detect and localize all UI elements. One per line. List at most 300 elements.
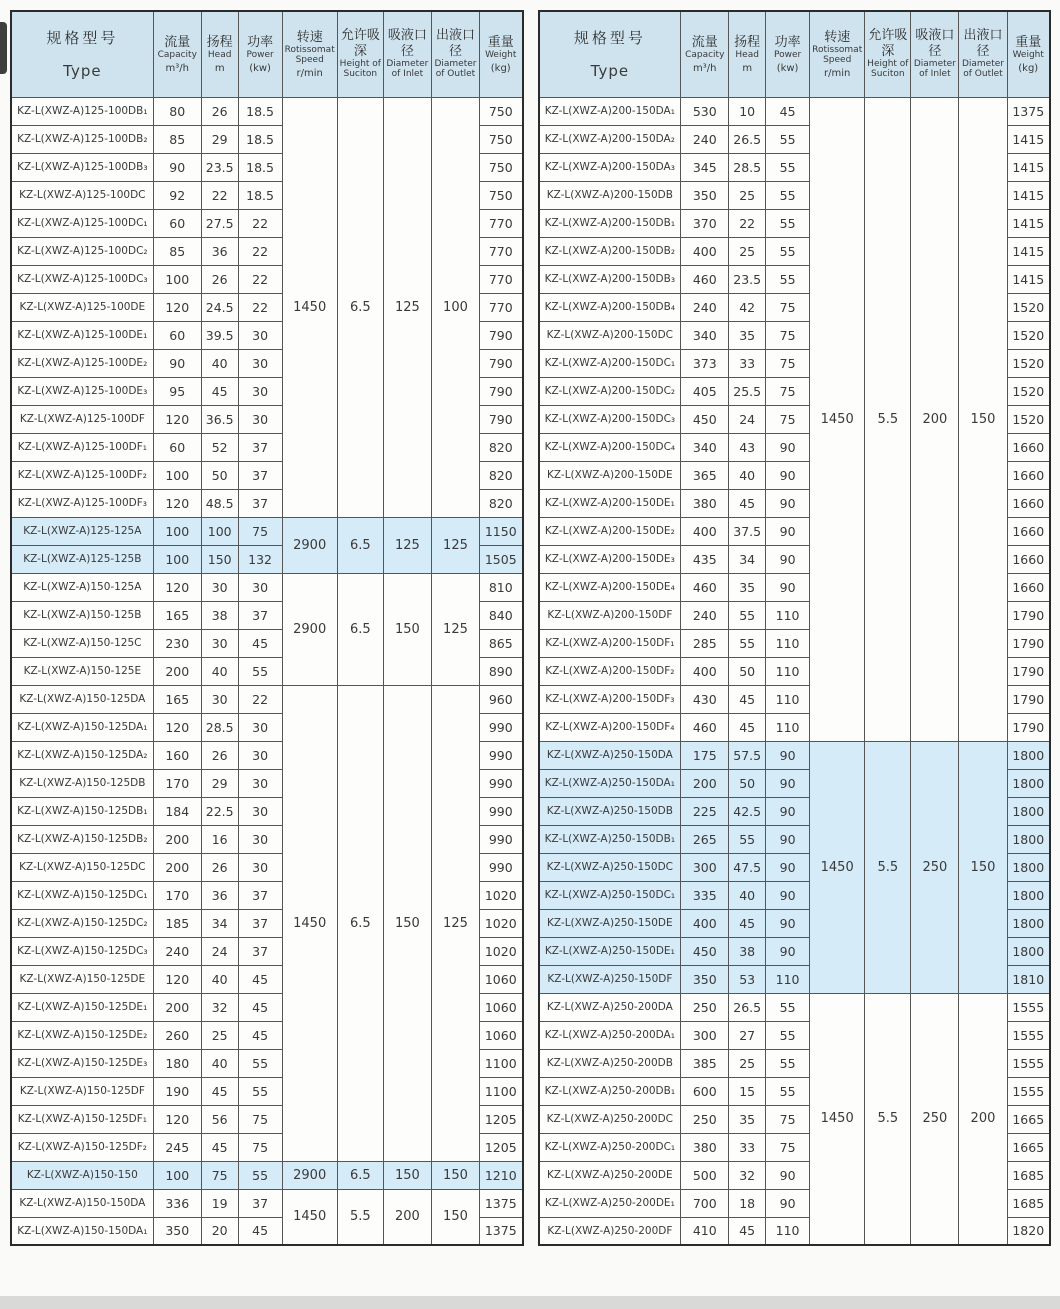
type-cell: KZ-L(XWZ-A)125-100DC xyxy=(11,181,153,209)
weight-cell: 1800 xyxy=(1007,797,1050,825)
power-cell: 37 xyxy=(238,909,282,937)
weight-cell: 820 xyxy=(480,433,523,461)
power-cell: 90 xyxy=(766,573,810,601)
capacity-cell: 400 xyxy=(681,237,729,265)
weight-cell: 820 xyxy=(480,461,523,489)
inlet-cell: 200 xyxy=(911,97,959,741)
head-cell: 35 xyxy=(729,573,766,601)
suction-cell: 6.5 xyxy=(337,517,383,573)
weight-cell: 990 xyxy=(480,769,523,797)
column-header-en: Power xyxy=(246,50,274,61)
weight-cell: 1660 xyxy=(1007,433,1050,461)
power-cell: 55 xyxy=(766,1077,810,1105)
power-cell: 55 xyxy=(766,265,810,293)
type-cell: KZ-L(XWZ-A)250-150DA₁ xyxy=(539,769,681,797)
capacity-cell: 100 xyxy=(153,461,201,489)
outlet-cell: 150 xyxy=(959,741,1007,993)
weight-cell: 1685 xyxy=(1007,1161,1050,1189)
type-cell: KZ-L(XWZ-A)200-150DE₁ xyxy=(539,489,681,517)
head-cell: 40 xyxy=(201,965,238,993)
column-header-zh: 规格型号 xyxy=(46,29,119,47)
type-cell: KZ-L(XWZ-A)125-100DC₂ xyxy=(11,237,153,265)
capacity-cell: 435 xyxy=(681,545,729,573)
power-cell: 75 xyxy=(238,1105,282,1133)
head-cell: 45 xyxy=(201,1077,238,1105)
power-cell: 75 xyxy=(766,349,810,377)
power-cell: 45 xyxy=(238,1217,282,1245)
column-header-capacity xyxy=(153,11,201,97)
type-cell: KZ-L(XWZ-A)150-125C xyxy=(11,629,153,657)
capacity-cell: 180 xyxy=(153,1049,201,1077)
type-cell: KZ-L(XWZ-A)150-125DF₂ xyxy=(11,1133,153,1161)
power-cell: 110 xyxy=(766,685,810,713)
power-cell: 90 xyxy=(766,769,810,797)
capacity-cell: 100 xyxy=(153,545,201,573)
column-header-unit: m xyxy=(742,62,753,74)
weight-cell: 1800 xyxy=(1007,741,1050,769)
capacity-cell: 190 xyxy=(153,1077,201,1105)
head-cell: 20 xyxy=(201,1217,238,1245)
capacity-cell: 200 xyxy=(681,769,729,797)
power-cell: 55 xyxy=(766,181,810,209)
type-cell: KZ-L(XWZ-A)250-150DA xyxy=(539,741,681,769)
head-cell: 36 xyxy=(201,237,238,265)
capacity-cell: 200 xyxy=(153,825,201,853)
power-cell: 30 xyxy=(238,825,282,853)
type-cell: KZ-L(XWZ-A)150-125DF xyxy=(11,1077,153,1105)
weight-cell: 790 xyxy=(480,377,523,405)
power-cell: 37 xyxy=(238,937,282,965)
head-cell: 25 xyxy=(729,237,766,265)
column-header-zh: 功率 xyxy=(774,34,801,50)
capacity-cell: 260 xyxy=(153,1021,201,1049)
head-cell: 45 xyxy=(729,713,766,741)
capacity-cell: 530 xyxy=(681,97,729,125)
type-cell: KZ-L(XWZ-A)200-150DB₃ xyxy=(539,265,681,293)
capacity-cell: 90 xyxy=(153,349,201,377)
capacity-cell: 300 xyxy=(681,853,729,881)
type-cell: KZ-L(XWZ-A)150-125DB₂ xyxy=(11,825,153,853)
head-cell: 57.5 xyxy=(729,741,766,769)
head-cell: 22.5 xyxy=(201,797,238,825)
inlet-cell: 200 xyxy=(383,1189,431,1245)
capacity-cell: 600 xyxy=(681,1077,729,1105)
capacity-cell: 225 xyxy=(681,797,729,825)
weight-cell: 1800 xyxy=(1007,769,1050,797)
head-cell: 26 xyxy=(201,265,238,293)
weight-cell: 1020 xyxy=(480,881,523,909)
type-cell: KZ-L(XWZ-A)200-150DB xyxy=(539,181,681,209)
power-cell: 110 xyxy=(766,713,810,741)
table-row xyxy=(539,741,1051,769)
power-cell: 75 xyxy=(766,377,810,405)
weight-cell: 1665 xyxy=(1007,1105,1050,1133)
capacity-cell: 120 xyxy=(153,965,201,993)
weight-cell: 1415 xyxy=(1007,265,1050,293)
column-header-en: Type xyxy=(590,62,630,80)
table-body xyxy=(11,97,523,1245)
weight-cell: 790 xyxy=(480,349,523,377)
capacity-cell: 184 xyxy=(153,797,201,825)
power-cell: 90 xyxy=(766,797,810,825)
weight-cell: 1210 xyxy=(480,1161,523,1189)
head-cell: 33 xyxy=(729,349,766,377)
head-cell: 55 xyxy=(729,825,766,853)
weight-cell: 770 xyxy=(480,237,523,265)
column-header-inlet xyxy=(383,11,431,97)
head-cell: 75 xyxy=(201,1161,238,1189)
column-header-en: Weight xyxy=(485,50,517,61)
weight-cell: 1415 xyxy=(1007,125,1050,153)
head-cell: 25 xyxy=(201,1021,238,1049)
head-cell: 43 xyxy=(729,433,766,461)
power-cell: 55 xyxy=(238,657,282,685)
head-cell: 45 xyxy=(729,909,766,937)
type-cell: KZ-L(XWZ-A)200-150DC₁ xyxy=(539,349,681,377)
head-cell: 25 xyxy=(729,181,766,209)
table-row xyxy=(11,685,523,713)
column-header-en: Diameter of Inlet xyxy=(386,59,429,80)
type-cell: KZ-L(XWZ-A)250-200DB₁ xyxy=(539,1077,681,1105)
type-cell: KZ-L(XWZ-A)200-150DF xyxy=(539,601,681,629)
speed-cell: 1450 xyxy=(282,685,337,1161)
weight-cell: 1020 xyxy=(480,909,523,937)
head-cell: 45 xyxy=(201,1133,238,1161)
type-cell: KZ-L(XWZ-A)250-200DF xyxy=(539,1217,681,1245)
column-header-zh: 流量 xyxy=(691,34,718,50)
type-cell: KZ-L(XWZ-A)150-125DE₂ xyxy=(11,1021,153,1049)
head-cell: 42.5 xyxy=(729,797,766,825)
capacity-cell: 165 xyxy=(153,685,201,713)
column-header-zh: 转速 xyxy=(296,29,323,45)
weight-cell: 1020 xyxy=(480,937,523,965)
type-cell: KZ-L(XWZ-A)150-125DE₁ xyxy=(11,993,153,1021)
type-cell: KZ-L(XWZ-A)200-150DB₁ xyxy=(539,209,681,237)
type-cell: KZ-L(XWZ-A)250-150DC xyxy=(539,853,681,881)
spec-tables-container xyxy=(10,10,1051,1246)
inlet-cell: 125 xyxy=(383,97,431,517)
type-cell: KZ-L(XWZ-A)200-150DB₂ xyxy=(539,237,681,265)
power-cell: 55 xyxy=(766,237,810,265)
spec-table-right xyxy=(538,10,1052,1246)
capacity-cell: 175 xyxy=(681,741,729,769)
type-cell: KZ-L(XWZ-A)125-100DC₃ xyxy=(11,265,153,293)
weight-cell: 1520 xyxy=(1007,405,1050,433)
capacity-cell: 450 xyxy=(681,937,729,965)
weight-cell: 1375 xyxy=(480,1189,523,1217)
head-cell: 40 xyxy=(729,461,766,489)
weight-cell: 1060 xyxy=(480,993,523,1021)
power-cell: 75 xyxy=(766,1105,810,1133)
power-cell: 30 xyxy=(238,853,282,881)
power-cell: 30 xyxy=(238,321,282,349)
power-cell: 45 xyxy=(238,629,282,657)
head-cell: 50 xyxy=(729,657,766,685)
type-cell: KZ-L(XWZ-A)125-100DB₃ xyxy=(11,153,153,181)
type-cell: KZ-L(XWZ-A)150-125A xyxy=(11,573,153,601)
type-cell: KZ-L(XWZ-A)250-200DA₁ xyxy=(539,1021,681,1049)
suction-cell: 6.5 xyxy=(337,573,383,685)
weight-cell: 1790 xyxy=(1007,685,1050,713)
head-cell: 45 xyxy=(729,1217,766,1245)
capacity-cell: 340 xyxy=(681,433,729,461)
capacity-cell: 95 xyxy=(153,377,201,405)
capacity-cell: 200 xyxy=(153,993,201,1021)
weight-cell: 1555 xyxy=(1007,993,1050,1021)
capacity-cell: 336 xyxy=(153,1189,201,1217)
power-cell: 37 xyxy=(238,601,282,629)
suction-cell: 6.5 xyxy=(337,97,383,517)
speed-cell: 2900 xyxy=(282,573,337,685)
type-cell: KZ-L(XWZ-A)150-125DB₁ xyxy=(11,797,153,825)
power-cell: 110 xyxy=(766,601,810,629)
weight-cell: 750 xyxy=(480,125,523,153)
capacity-cell: 200 xyxy=(153,853,201,881)
capacity-cell: 335 xyxy=(681,881,729,909)
weight-cell: 990 xyxy=(480,741,523,769)
head-cell: 23.5 xyxy=(729,265,766,293)
head-cell: 27.5 xyxy=(201,209,238,237)
column-header-weight xyxy=(480,11,523,97)
power-cell: 55 xyxy=(238,1161,282,1189)
weight-cell: 1415 xyxy=(1007,153,1050,181)
power-cell: 22 xyxy=(238,685,282,713)
capacity-cell: 185 xyxy=(153,909,201,937)
capacity-cell: 85 xyxy=(153,125,201,153)
power-cell: 90 xyxy=(766,853,810,881)
capacity-cell: 345 xyxy=(681,153,729,181)
weight-cell: 1205 xyxy=(480,1133,523,1161)
column-header-weight xyxy=(1007,11,1050,97)
type-cell: KZ-L(XWZ-A)150-125E xyxy=(11,657,153,685)
power-cell: 22 xyxy=(238,293,282,321)
type-cell: KZ-L(XWZ-A)150-125DC xyxy=(11,853,153,881)
head-cell: 45 xyxy=(729,685,766,713)
capacity-cell: 500 xyxy=(681,1161,729,1189)
power-cell: 75 xyxy=(238,517,282,545)
column-header-zh: 出液口径 xyxy=(435,28,475,59)
capacity-cell: 250 xyxy=(681,993,729,1021)
power-cell: 45 xyxy=(238,965,282,993)
power-cell: 55 xyxy=(766,153,810,181)
outlet-cell: 150 xyxy=(431,1189,479,1245)
capacity-cell: 405 xyxy=(681,377,729,405)
head-cell: 25 xyxy=(729,1049,766,1077)
column-header-type xyxy=(539,11,681,97)
head-cell: 28.5 xyxy=(729,153,766,181)
weight-cell: 990 xyxy=(480,853,523,881)
weight-cell: 1100 xyxy=(480,1077,523,1105)
capacity-cell: 400 xyxy=(681,517,729,545)
type-cell: KZ-L(XWZ-A)200-150DF₃ xyxy=(539,685,681,713)
head-cell: 26.5 xyxy=(729,993,766,1021)
column-header-en: Weight xyxy=(1012,50,1044,61)
type-cell: KZ-L(XWZ-A)150-125DA xyxy=(11,685,153,713)
power-cell: 18.5 xyxy=(238,181,282,209)
power-cell: 90 xyxy=(766,433,810,461)
head-cell: 53 xyxy=(729,965,766,993)
head-cell: 26 xyxy=(201,853,238,881)
capacity-cell: 300 xyxy=(681,1021,729,1049)
head-cell: 18 xyxy=(729,1189,766,1217)
column-header-en: Capacity xyxy=(685,50,725,61)
head-cell: 37.5 xyxy=(729,517,766,545)
column-header-en: Head xyxy=(735,50,759,61)
power-cell: 55 xyxy=(766,209,810,237)
capacity-cell: 700 xyxy=(681,1189,729,1217)
power-cell: 75 xyxy=(766,293,810,321)
type-cell: KZ-L(XWZ-A)150-125DA₁ xyxy=(11,713,153,741)
power-cell: 30 xyxy=(238,741,282,769)
weight-cell: 1415 xyxy=(1007,209,1050,237)
column-header-suction xyxy=(337,11,383,97)
type-cell: KZ-L(XWZ-A)125-100DB₁ xyxy=(11,97,153,125)
power-cell: 22 xyxy=(238,265,282,293)
head-cell: 26.5 xyxy=(729,125,766,153)
capacity-cell: 373 xyxy=(681,349,729,377)
weight-cell: 1800 xyxy=(1007,853,1050,881)
table-row xyxy=(11,517,523,545)
head-cell: 26 xyxy=(201,741,238,769)
type-cell: KZ-L(XWZ-A)200-150DE₃ xyxy=(539,545,681,573)
weight-cell: 750 xyxy=(480,153,523,181)
suction-cell: 6.5 xyxy=(337,685,383,1161)
head-cell: 150 xyxy=(201,545,238,573)
weight-cell: 1660 xyxy=(1007,461,1050,489)
weight-cell: 1790 xyxy=(1007,601,1050,629)
head-cell: 29 xyxy=(201,125,238,153)
weight-cell: 990 xyxy=(480,713,523,741)
power-cell: 37 xyxy=(238,489,282,517)
column-header-zh: 重量 xyxy=(1015,34,1042,50)
head-cell: 25.5 xyxy=(729,377,766,405)
head-cell: 50 xyxy=(729,769,766,797)
weight-cell: 1790 xyxy=(1007,629,1050,657)
type-cell: KZ-L(XWZ-A)150-125DF₁ xyxy=(11,1105,153,1133)
capacity-cell: 380 xyxy=(681,1133,729,1161)
head-cell: 30 xyxy=(201,629,238,657)
power-cell: 18.5 xyxy=(238,97,282,125)
capacity-cell: 120 xyxy=(153,489,201,517)
head-cell: 32 xyxy=(729,1161,766,1189)
type-cell: KZ-L(XWZ-A)150-125DE₃ xyxy=(11,1049,153,1077)
weight-cell: 1520 xyxy=(1007,377,1050,405)
head-cell: 47.5 xyxy=(729,853,766,881)
weight-cell: 1790 xyxy=(1007,713,1050,741)
type-cell: KZ-L(XWZ-A)150-125DB xyxy=(11,769,153,797)
type-cell: KZ-L(XWZ-A)200-150DE xyxy=(539,461,681,489)
weight-cell: 1660 xyxy=(1007,573,1050,601)
speed-cell: 2900 xyxy=(282,1161,337,1189)
head-cell: 38 xyxy=(201,601,238,629)
inlet-cell: 150 xyxy=(383,685,431,1161)
weight-cell: 840 xyxy=(480,601,523,629)
weight-cell: 990 xyxy=(480,825,523,853)
header-row xyxy=(11,11,523,97)
power-cell: 55 xyxy=(766,1021,810,1049)
power-cell: 18.5 xyxy=(238,153,282,181)
capacity-cell: 240 xyxy=(681,601,729,629)
table-row xyxy=(539,97,1051,125)
power-cell: 45 xyxy=(766,97,810,125)
head-cell: 28.5 xyxy=(201,713,238,741)
outlet-cell: 125 xyxy=(431,685,479,1161)
head-cell: 35 xyxy=(729,1105,766,1133)
column-header-power xyxy=(238,11,282,97)
head-cell: 15 xyxy=(729,1077,766,1105)
column-header-zh: 扬程 xyxy=(734,34,761,50)
type-cell: KZ-L(XWZ-A)200-150DC₃ xyxy=(539,405,681,433)
capacity-cell: 460 xyxy=(681,713,729,741)
head-cell: 36.5 xyxy=(201,405,238,433)
type-cell: KZ-L(XWZ-A)125-100DE₁ xyxy=(11,321,153,349)
power-cell: 110 xyxy=(766,1217,810,1245)
weight-cell: 790 xyxy=(480,321,523,349)
speed-cell: 1450 xyxy=(282,1189,337,1245)
power-cell: 37 xyxy=(238,433,282,461)
type-cell: KZ-L(XWZ-A)200-150DF₁ xyxy=(539,629,681,657)
capacity-cell: 350 xyxy=(681,965,729,993)
outlet-cell: 100 xyxy=(431,97,479,517)
power-cell: 90 xyxy=(766,517,810,545)
power-cell: 90 xyxy=(766,909,810,937)
type-cell: KZ-L(XWZ-A)250-150DF xyxy=(539,965,681,993)
scan-artifact xyxy=(0,22,7,74)
type-cell: KZ-L(XWZ-A)150-125DC₁ xyxy=(11,881,153,909)
weight-cell: 1505 xyxy=(480,545,523,573)
column-header-zh: 流量 xyxy=(164,34,191,50)
table-row xyxy=(11,1189,523,1217)
weight-cell: 1375 xyxy=(1007,97,1050,125)
power-cell: 132 xyxy=(238,545,282,573)
column-header-zh: 允许吸深 xyxy=(868,28,908,59)
type-cell: KZ-L(XWZ-A)250-200DE xyxy=(539,1161,681,1189)
column-header-zh: 功率 xyxy=(247,34,274,50)
type-cell: KZ-L(XWZ-A)150-150DA₁ xyxy=(11,1217,153,1245)
power-cell: 30 xyxy=(238,349,282,377)
capacity-cell: 170 xyxy=(153,769,201,797)
weight-cell: 1790 xyxy=(1007,657,1050,685)
head-cell: 40 xyxy=(729,881,766,909)
head-cell: 34 xyxy=(201,909,238,937)
type-cell: KZ-L(XWZ-A)200-150DA₂ xyxy=(539,125,681,153)
suction-cell: 5.5 xyxy=(865,741,911,993)
power-cell: 90 xyxy=(766,545,810,573)
type-cell: KZ-L(XWZ-A)250-150DC₁ xyxy=(539,881,681,909)
weight-cell: 990 xyxy=(480,797,523,825)
column-header-zh: 转速 xyxy=(824,29,851,45)
column-header-suction xyxy=(865,11,911,97)
head-cell: 55 xyxy=(729,601,766,629)
power-cell: 37 xyxy=(238,881,282,909)
power-cell: 55 xyxy=(766,993,810,1021)
power-cell: 55 xyxy=(766,125,810,153)
column-header-en: Height of Suciton xyxy=(867,59,909,80)
weight-cell: 1660 xyxy=(1007,545,1050,573)
head-cell: 24 xyxy=(729,405,766,433)
type-cell: KZ-L(XWZ-A)125-100DE xyxy=(11,293,153,321)
head-cell: 36 xyxy=(201,881,238,909)
capacity-cell: 200 xyxy=(153,657,201,685)
power-cell: 90 xyxy=(766,881,810,909)
head-cell: 23.5 xyxy=(201,153,238,181)
table-body xyxy=(539,97,1051,1245)
column-header-unit: (kg) xyxy=(490,62,511,74)
column-header-en: Capacity xyxy=(157,50,197,61)
capacity-cell: 230 xyxy=(153,629,201,657)
capacity-cell: 85 xyxy=(153,237,201,265)
speed-cell: 2900 xyxy=(282,517,337,573)
